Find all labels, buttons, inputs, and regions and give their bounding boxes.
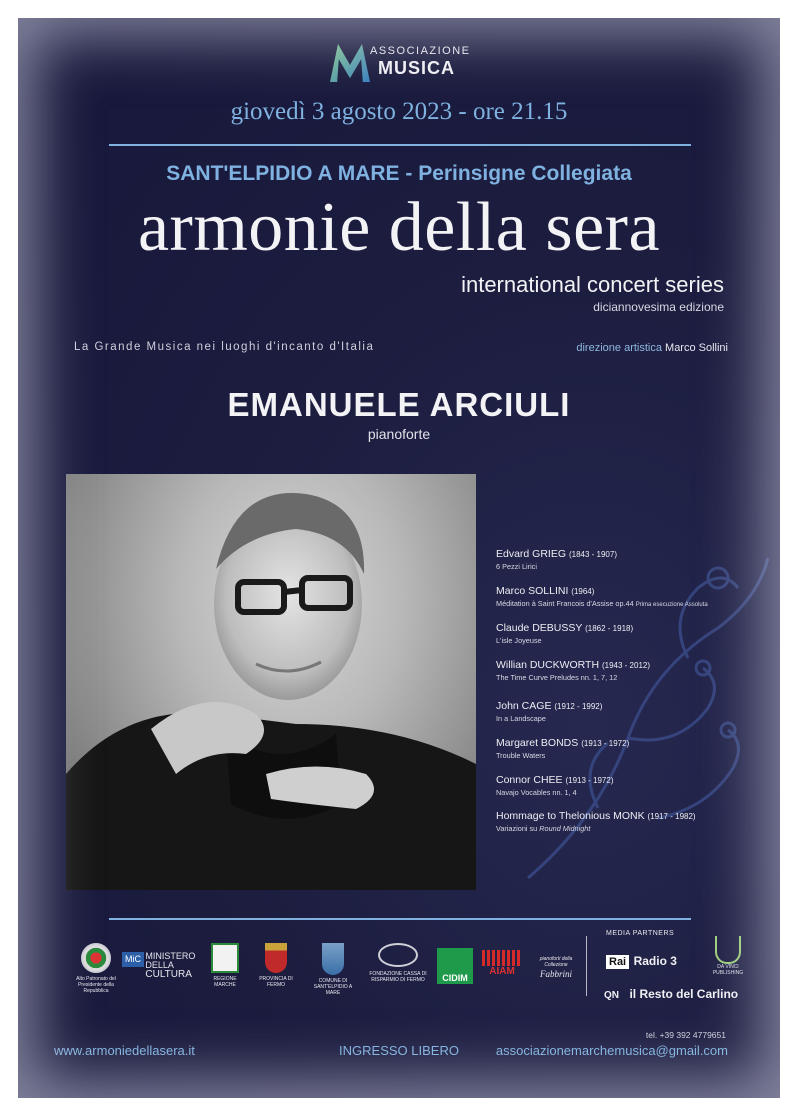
composer-name: Willian DUCKWORTH	[496, 659, 600, 671]
logo-regione: REGIONE MARCHE	[204, 943, 246, 988]
composer-years: (1843 - 1907)	[568, 550, 617, 559]
composer-years: (1964)	[571, 587, 595, 596]
logo-fondazione: FONDAZIONE CASSA DI RISPARMIO DI FERMO	[366, 943, 430, 983]
logo-ministero: MiC MINISTERO DELLA CULTURA	[122, 952, 202, 979]
work-title: Méditation à Saint Francois d'Assise op.44	[496, 599, 634, 608]
performer-photo	[66, 474, 476, 890]
festival-tagline: La Grande Musica nei luoghi d'incanto d'Italia	[74, 341, 375, 353]
logo-resto-carlino: QN il Resto del Carlino	[604, 987, 739, 1001]
composer-years: (1913 - 1972)	[581, 739, 630, 748]
festival-title: armonie della sera	[137, 189, 661, 266]
phone: tel. +39 392 4779651	[645, 1030, 726, 1040]
composer-years: (1912 - 1992)	[554, 702, 603, 711]
work-title: In a Landscape	[496, 714, 546, 723]
program-item	[496, 548, 617, 571]
program-item	[496, 810, 696, 833]
composer-years: (1943 - 2012)	[601, 661, 651, 670]
top-divider	[109, 144, 691, 146]
comune-crest-icon	[322, 943, 344, 975]
rai-badge: Rai	[606, 955, 629, 969]
logo-davinci: DA VINCI PUBLISHING	[708, 936, 748, 976]
association-logo	[330, 42, 480, 86]
fondazione-seal-icon	[378, 943, 418, 967]
composer-years: (1862 - 1918)	[585, 624, 634, 633]
work-title: The Time Curve Preludes nn. 1, 7, 12	[496, 673, 618, 682]
email-link[interactable]: associazionemarchemusica@gmail.com	[495, 1043, 728, 1058]
bottom-divider	[109, 918, 691, 920]
logo-cidim: CIDIM	[436, 948, 474, 984]
composer-name: Hommage to Thelonious MONK	[496, 810, 645, 822]
aiam-bars-icon	[482, 950, 522, 966]
composer-name: Margaret BONDS	[496, 737, 579, 749]
program-item	[496, 700, 602, 723]
portrait-graphic	[66, 474, 476, 890]
work-title: 6 Pezzi Lirici	[496, 562, 537, 571]
festival-edition: diciannovesima edizione	[593, 300, 724, 314]
media-separator	[586, 936, 587, 996]
work-title-italic: Round Midnight	[539, 824, 591, 833]
director-name: Marco Sollini	[665, 342, 728, 354]
composer-name: Claude DEBUSSY	[496, 622, 583, 634]
composer-name: John CAGE	[496, 700, 552, 712]
mic-badge: MiC	[122, 952, 144, 967]
davinci-leaf-icon	[715, 936, 741, 964]
date-line: giovedì 3 agosto 2023 - ore 21.15	[230, 98, 568, 125]
regione-marche-icon	[211, 943, 239, 973]
performer-instrument: pianoforte	[367, 426, 431, 442]
composer-years: (1913 - 1972)	[565, 776, 614, 785]
artistic-direction	[576, 342, 728, 354]
work-title: Navajo Vocables nn. 1, 4	[496, 788, 577, 797]
program-item	[496, 737, 629, 760]
media-partners-label: MEDIA PARTNERS	[606, 930, 675, 937]
performer-name: EMANUELE ARCIULI	[227, 386, 571, 423]
work-title: L'isle Joyeuse	[496, 636, 542, 645]
composer-years: (1917 - 1982)	[647, 812, 696, 821]
program-item	[496, 774, 613, 797]
association-mark-icon	[330, 44, 370, 82]
program-item	[496, 622, 633, 645]
logo-comune: COMUNE DI SANT'ELPIDIO A MARE	[308, 943, 358, 996]
program-item	[496, 585, 708, 608]
association-line2: MUSICA	[378, 58, 455, 78]
direction-label: direzione artistica	[576, 342, 662, 354]
provincia-crest-icon	[265, 943, 287, 973]
composer-name: Edvard GRIEG	[496, 548, 567, 560]
logo-fabbrini: pianoforti della Collezione Fabbrini	[539, 956, 573, 979]
entry-info: INGRESSO LIBERO	[339, 1043, 459, 1058]
venue-line: SANT'ELPIDIO A MARE - Perinsigne Collegiata	[166, 162, 632, 185]
emblem-icon	[81, 943, 111, 973]
logo-provincia: PROVINCIA DI FERMO	[252, 943, 300, 988]
premiere-note: Prima esecuzione Assoluta	[635, 602, 708, 608]
poster	[18, 18, 780, 1098]
program-item	[496, 659, 650, 682]
logo-aiam: AIAM	[482, 950, 522, 978]
website-link[interactable]: www.armoniedellasera.it	[54, 1043, 195, 1058]
work-title: Trouble Waters	[496, 751, 546, 760]
composer-name: Marco SOLLINI	[496, 585, 569, 597]
work-title: Variazioni su	[496, 824, 538, 833]
association-line1: ASSOCIAZIONE	[370, 45, 471, 57]
composer-name: Connor CHEE	[496, 774, 563, 786]
festival-subtitle: international concert series	[461, 272, 724, 297]
logo-rai-radio3: Rai Radio 3	[606, 952, 677, 970]
logo-presidenza: Alto Patronato del Presidente della Repubblica	[72, 943, 120, 994]
